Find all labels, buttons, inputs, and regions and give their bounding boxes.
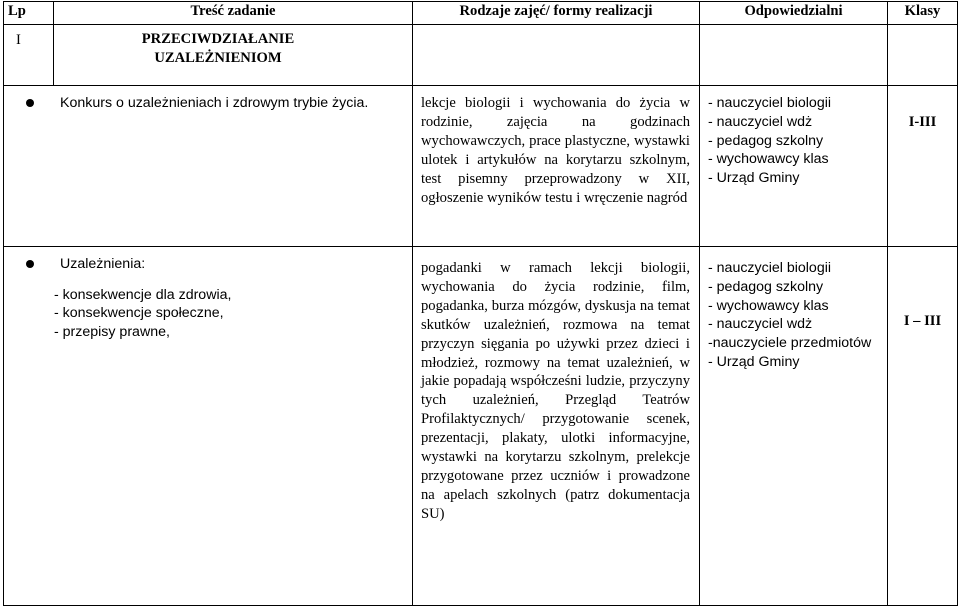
header-odpowiedzialni: Odpowiedzialni — [700, 2, 888, 25]
header-klasy: Klasy — [888, 2, 958, 25]
responsible-item: - Urząd Gminy — [708, 170, 800, 187]
section-number: I — [4, 25, 54, 86]
responsible-item: - nauczyciel biologii — [708, 95, 832, 111]
header-rodzaje: Rodzaje zajęć/ formy realizacji — [413, 2, 700, 25]
task-cell — [4, 247, 413, 606]
task-bullet-item — [4, 247, 412, 274]
header-lp: Lp — [4, 2, 54, 25]
forms-text: pogadanki w ramach lekcji biologii, wychowania do życia rodzinie, film, pogadanka, burza mózgów, dyskusja na temat skutków uzależnień, rozmowa na temat przyczyn sięgania po używki przez dzieci i młodzież, rozmowy na temat uzależnień, w jakie popadają współcześni ludzie, przyczyny tych uzależnień, Przegląd Teatrów Profilaktycznych/ przygotowanie scenek, prezentacji, plakaty, ulotki informacyjne, wystawki na korytarzu szkolnym, prelekcje przygotowane przez uczniów i prowadzone na apelach szkolnych (patrz dokumentacja SU) — [421, 260, 690, 522]
table-row — [4, 247, 958, 606]
table-row — [4, 86, 958, 247]
responsible-item: - nauczyciel wdż — [708, 113, 813, 130]
task-text: Konkurs o uzależnieniach i zdrowym trybie życia. — [60, 95, 369, 111]
task-text: Uzależnienia: — [60, 256, 146, 272]
section-empty-classes — [888, 25, 958, 86]
responsible-item: - Urząd Gminy — [708, 353, 800, 370]
responsible-item: - nauczyciel biologii — [708, 260, 832, 276]
header-row — [4, 2, 958, 25]
section-title-line2: UZALEŻNIENIOM — [154, 49, 282, 66]
task-bullet-item — [4, 86, 412, 113]
task-cell — [4, 86, 413, 247]
classes-cell — [888, 247, 958, 606]
task-subitem: - konsekwencje dla zdrowia, — [54, 286, 232, 303]
responsible-item: - wychowawcy klas — [708, 151, 829, 168]
responsible-item: -nauczyciele przedmiotów — [708, 335, 872, 352]
header-tresc: Treść zadanie — [54, 2, 413, 25]
responsible-list — [700, 247, 887, 372]
forms-cell — [413, 247, 700, 606]
responsible-item: - pedagog szkolny — [708, 278, 824, 295]
classes-text: I-III — [908, 114, 937, 130]
bullet-icon — [26, 99, 34, 107]
section-title — [54, 25, 413, 86]
forms-text: lekcje biologii i wychowania do życia w rodzinie, zajęcia na godzinach wychowawczych, prace plastyczne, wystawki ulotek i artykułów na korytarzu szkolnym, test pisemny przeprowadzony w XII, ogłoszenie wyników testu i wręczenie nagród — [421, 95, 690, 206]
section-empty-forms — [413, 25, 700, 86]
responsible-list — [700, 86, 887, 188]
section-row — [4, 25, 958, 86]
responsible-cell — [700, 247, 888, 606]
responsible-cell — [700, 86, 888, 247]
classes-cell — [888, 86, 958, 247]
responsible-item: - nauczyciel wdż — [708, 316, 813, 333]
program-table — [3, 1, 958, 606]
section-title-line1: PRZECIWDZIAŁANIE — [141, 31, 295, 47]
classes-text: I – III — [903, 313, 942, 329]
section-empty-responsible — [700, 25, 888, 86]
task-subitem: - przepisy prawne, — [54, 323, 170, 340]
task-subitem: - konsekwencje społeczne, — [54, 305, 224, 322]
responsible-item: - pedagog szkolny — [708, 132, 824, 149]
task-subitems — [4, 274, 412, 342]
bullet-icon — [26, 260, 34, 268]
forms-cell — [413, 86, 700, 247]
responsible-item: - wychowawcy klas — [708, 297, 829, 314]
